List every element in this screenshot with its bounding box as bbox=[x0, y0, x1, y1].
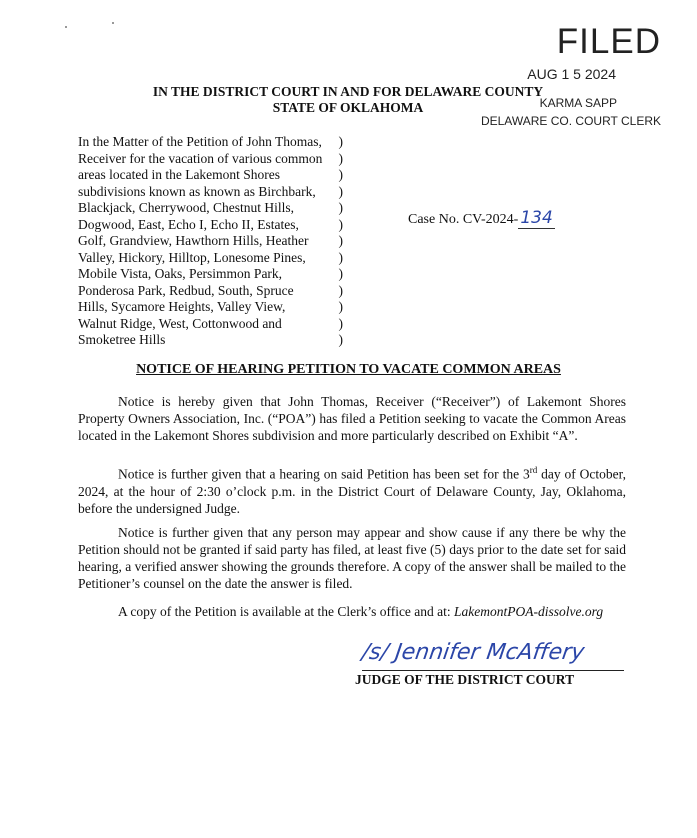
case-number-handwritten: 134 bbox=[520, 208, 553, 228]
case-number-label: Case No. CV-2024- bbox=[408, 212, 519, 227]
paragraph-hearing bbox=[78, 462, 626, 517]
caption-line bbox=[78, 250, 343, 267]
filed-label: FILED bbox=[556, 22, 661, 61]
caption-paren: ) bbox=[338, 315, 343, 331]
caption-line-text: Valley, Hickory, Hilltop, Lonesome Pines, bbox=[78, 249, 306, 265]
court-heading bbox=[138, 84, 558, 116]
availability-text: A copy of the Petition is available at the Clerk’s office and at: bbox=[118, 604, 455, 619]
caption-line bbox=[78, 299, 343, 316]
hearing-ordinal: rd bbox=[529, 465, 538, 475]
caption-line-text: Smoketree Hills bbox=[78, 332, 166, 347]
caption-line-text: Ponderosa Park, Redbud, South, Spruce bbox=[78, 282, 294, 298]
caption-paren: ) bbox=[338, 167, 343, 182]
caption-paren: ) bbox=[338, 233, 343, 248]
caption-paren: ) bbox=[338, 216, 343, 232]
caption-line-text: In the Matter of the Petition of John Thomas, bbox=[78, 134, 322, 149]
case-number bbox=[408, 208, 555, 228]
court-heading-line1: IN THE DISTRICT COURT IN AND FOR DELAWARE COUNTY bbox=[152, 84, 544, 99]
paragraph-filing-text: Notice is hereby given that John Thomas, Receiver (“Receiver”) of Lakemont Shores Property Owners Association, Inc. (“POA”) has filed a Petition seeking to vacate the Common Areas located in the Lakemont Shores subdivision and more particularly described on Exhibit “A”. bbox=[78, 394, 626, 443]
caption-line-text: Walnut Ridge, West, Cottonwood and bbox=[78, 315, 282, 331]
caption-paren: ) bbox=[338, 266, 343, 281]
caption-paren: ) bbox=[338, 183, 343, 199]
paragraph-hearing-text bbox=[78, 462, 626, 517]
paragraph-availability-text bbox=[78, 603, 626, 620]
scan-speck bbox=[65, 26, 67, 28]
caption-line bbox=[78, 332, 343, 349]
hearing-text-before: Notice is further given that a hearing on said Petition has been set for the 3 bbox=[118, 466, 530, 482]
caption-line bbox=[78, 151, 343, 168]
caption-line bbox=[78, 266, 343, 283]
caption-line bbox=[78, 233, 343, 250]
caption-line-text: Hills, Sycamore Heights, Valley View, bbox=[78, 299, 286, 314]
caption-paren: ) bbox=[338, 249, 343, 265]
caption-line-text: subdivisions known as known as Birchbark, bbox=[78, 183, 316, 199]
petition-url: LakemontPOA-dissolve.org bbox=[454, 604, 604, 619]
caption-line-text: Golf, Grandview, Hawthorn Hills, Heather bbox=[78, 233, 309, 248]
caption-paren: ) bbox=[338, 282, 343, 298]
clerk-name: KARMA SAPP bbox=[539, 96, 617, 110]
caption-paren: ) bbox=[338, 134, 343, 149]
caption-line bbox=[78, 217, 343, 234]
case-caption bbox=[78, 134, 343, 349]
caption-line-text: Dogwood, East, Echo I, Echo II, Estates, bbox=[78, 216, 299, 232]
caption-line bbox=[78, 283, 343, 300]
filed-stamp bbox=[461, 22, 661, 128]
paragraph-availability bbox=[78, 603, 626, 620]
signature-line bbox=[362, 670, 624, 671]
caption-line bbox=[78, 200, 343, 217]
hearing-text-after: day of October, 2024, at the hour of 2:30 o’clock p.m. in the District Court of Delaware County, Jay, Oklahoma, before the undersigned Judge. bbox=[78, 466, 626, 516]
court-heading-line2: STATE OF OKLAHOMA bbox=[272, 100, 424, 115]
judge-title: JUDGE OF THE DISTRICT COURT bbox=[355, 672, 575, 687]
caption-line bbox=[78, 184, 343, 201]
caption-paren: ) bbox=[338, 332, 343, 347]
paragraph-show-cause-text: Notice is further given that any person may appear and show cause if any there be why the Petition should not be granted if said party has filed, at least five (5) days prior to the date set for said hearing, a verified answer showing the grounds therefore. A copy of the answer shall be mailed to the Petitioner’s counsel on the date the answer is filed. bbox=[78, 525, 626, 591]
notice-title: NOTICE OF HEARING PETITION TO VACATE COMMON AREAS bbox=[136, 362, 561, 377]
paragraph-show-cause bbox=[78, 524, 626, 592]
filed-date: AUG 1 5 2024 bbox=[527, 66, 616, 82]
clerk-office: DELAWARE CO. COURT CLERK bbox=[480, 114, 661, 128]
signature-handwritten: /s/ Jennifer McAffery bbox=[360, 640, 586, 665]
caption-paren: ) bbox=[338, 200, 343, 215]
paragraph-filing bbox=[78, 393, 626, 444]
caption-line-text: Receiver for the vacation of various common bbox=[78, 150, 323, 166]
caption-line-text: Blackjack, Cherrywood, Chestnut Hills, bbox=[78, 200, 294, 215]
caption-line bbox=[78, 134, 343, 151]
caption-line bbox=[78, 316, 343, 333]
scan-speck bbox=[112, 22, 114, 24]
caption-paren: ) bbox=[338, 150, 343, 166]
caption-line bbox=[78, 167, 343, 184]
caption-paren: ) bbox=[338, 299, 343, 314]
caption-line-text: areas located in the Lakemont Shores bbox=[78, 167, 281, 182]
caption-line-text: Mobile Vista, Oaks, Persimmon Park, bbox=[78, 266, 283, 281]
